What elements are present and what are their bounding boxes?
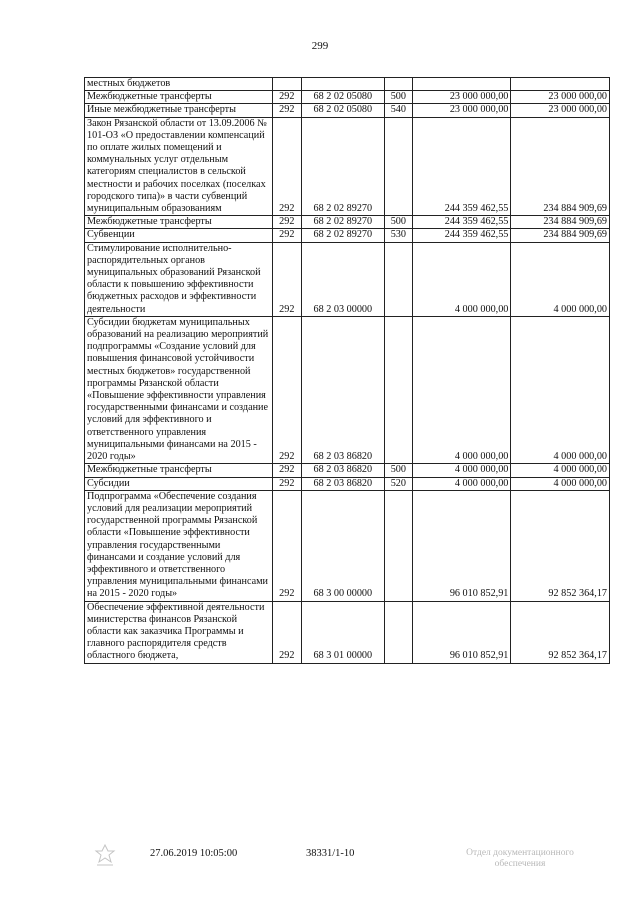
row-amount-2020: 92 852 364,17 [511, 490, 610, 601]
table-row [85, 78, 610, 91]
row-ministry [272, 78, 301, 91]
row-amount-2020: 234 884 909,69 [511, 216, 610, 229]
row-amount-2019: 244 359 462,55 [412, 229, 511, 242]
row-vr: 520 [384, 477, 412, 490]
row-name: Закон Рязанской области от 13.09.2006 № 101-ОЗ «О предоставлении компенсаций по оплате жилых помещений и коммунальных услуг отдельным категориям специалистов в сельской местности и рабочих поселках (поселках городского типа)» в части субвенций муниципальным образованиям [85, 117, 273, 216]
row-amount-2019: 96 010 852,91 [412, 490, 511, 601]
footer-stamp: Отдел документационного обеспечения [466, 848, 574, 869]
page-footer [0, 848, 640, 888]
row-amount-2020: 4 000 000,00 [511, 242, 610, 316]
row-name: Обеспечение эффективной деятельности министерства финансов Рязанской области как заказчика Программы и главного распорядителя средств областного бюджета, [85, 601, 273, 663]
row-ministry: 292 [272, 117, 301, 216]
page-number: 299 [311, 40, 329, 52]
row-csr: 68 3 00 00000 [301, 490, 384, 601]
row-ministry: 292 [272, 91, 301, 104]
row-csr [301, 78, 384, 91]
row-amount-2019: 4 000 000,00 [412, 316, 511, 463]
row-csr: 68 2 03 86820 [301, 316, 384, 463]
row-name: Стимулирование исполнительно-распорядительных органов муниципальных образований Рязанской области к повышению эффективности бюджетных расходов и эффективности деятельности [85, 242, 273, 316]
table-row [85, 229, 610, 242]
table-row [85, 490, 610, 601]
row-name: Субсидии бюджетам муниципальных образований на реализацию мероприятий подпрограммы «Создание условий для повышения финансовой устойчивости местных бюджетов» государственной программы Рязанской области «Повышение эффективности управления государственными финансами и создание условий для эффективного и ответственного управления муниципальными финансами на 2015 - 2020 годы» [85, 316, 273, 463]
row-amount-2019: 23 000 000,00 [412, 91, 511, 104]
row-vr: 530 [384, 229, 412, 242]
row-amount-2020: 23 000 000,00 [511, 91, 610, 104]
footer-datetime: 27.06.2019 10:05:00 [150, 848, 238, 859]
row-name: Межбюджетные трансферты [85, 464, 273, 477]
row-vr [384, 78, 412, 91]
table-row [85, 477, 610, 490]
row-csr: 68 2 02 05080 [301, 91, 384, 104]
row-ministry: 292 [272, 601, 301, 663]
row-amount-2020: 4 000 000,00 [511, 316, 610, 463]
row-amount-2019 [412, 78, 511, 91]
row-ministry: 292 [272, 104, 301, 117]
row-amount-2020: 23 000 000,00 [511, 104, 610, 117]
row-amount-2019: 96 010 852,91 [412, 601, 511, 663]
row-amount-2020: 4 000 000,00 [511, 464, 610, 477]
row-ministry: 292 [272, 316, 301, 463]
budget-table-body [85, 78, 610, 664]
table-row [85, 104, 610, 117]
row-amount-2020: 4 000 000,00 [511, 477, 610, 490]
row-amount-2019: 4 000 000,00 [412, 477, 511, 490]
row-amount-2020 [511, 78, 610, 91]
row-ministry: 292 [272, 490, 301, 601]
row-vr: 500 [384, 91, 412, 104]
table-row [85, 464, 610, 477]
row-name: Субсидии [85, 477, 273, 490]
table-row [85, 216, 610, 229]
row-name: Субвенции [85, 229, 273, 242]
row-amount-2019: 244 359 462,55 [412, 117, 511, 216]
row-ministry: 292 [272, 242, 301, 316]
row-csr: 68 2 02 05080 [301, 104, 384, 117]
row-amount-2020: 234 884 909,69 [511, 117, 610, 216]
row-name: местных бюджетов [85, 78, 273, 91]
table-row [85, 117, 610, 216]
row-csr: 68 2 03 00000 [301, 242, 384, 316]
row-name: Межбюджетные трансферты [85, 216, 273, 229]
row-csr: 68 2 03 86820 [301, 477, 384, 490]
row-vr [384, 117, 412, 216]
row-amount-2019: 4 000 000,00 [412, 464, 511, 477]
table-row [85, 601, 610, 663]
row-ministry: 292 [272, 464, 301, 477]
row-vr [384, 242, 412, 316]
row-vr: 500 [384, 464, 412, 477]
table-row [85, 91, 610, 104]
row-name: Межбюджетные трансферты [85, 91, 273, 104]
row-csr: 68 2 02 89270 [301, 216, 384, 229]
row-csr: 68 2 02 89270 [301, 229, 384, 242]
emblem-icon [92, 842, 118, 871]
row-amount-2020: 92 852 364,17 [511, 601, 610, 663]
row-csr: 68 2 02 89270 [301, 117, 384, 216]
table-row [85, 316, 610, 463]
row-vr: 500 [384, 216, 412, 229]
row-vr [384, 490, 412, 601]
row-name: Иные межбюджетные трансферты [85, 104, 273, 117]
footer-doc-number: 38331/1-10 [306, 848, 355, 859]
row-csr: 68 3 01 00000 [301, 601, 384, 663]
row-amount-2020: 234 884 909,69 [511, 229, 610, 242]
table-row [85, 242, 610, 316]
row-amount-2019: 244 359 462,55 [412, 216, 511, 229]
row-ministry: 292 [272, 216, 301, 229]
row-csr: 68 2 03 86820 [301, 464, 384, 477]
row-vr [384, 316, 412, 463]
row-ministry: 292 [272, 229, 301, 242]
row-amount-2019: 23 000 000,00 [412, 104, 511, 117]
row-vr: 540 [384, 104, 412, 117]
row-amount-2019: 4 000 000,00 [412, 242, 511, 316]
row-name: Подпрограмма «Обеспечение создания условий для реализации мероприятий государственной программы Рязанской области «Повышение эффективности управления государственными финансами и создание условий для эффективного и ответственного управления муниципальными финансами на 2015 - 2020 годы» [85, 490, 273, 601]
row-vr [384, 601, 412, 663]
row-ministry: 292 [272, 477, 301, 490]
budget-table [84, 77, 610, 664]
